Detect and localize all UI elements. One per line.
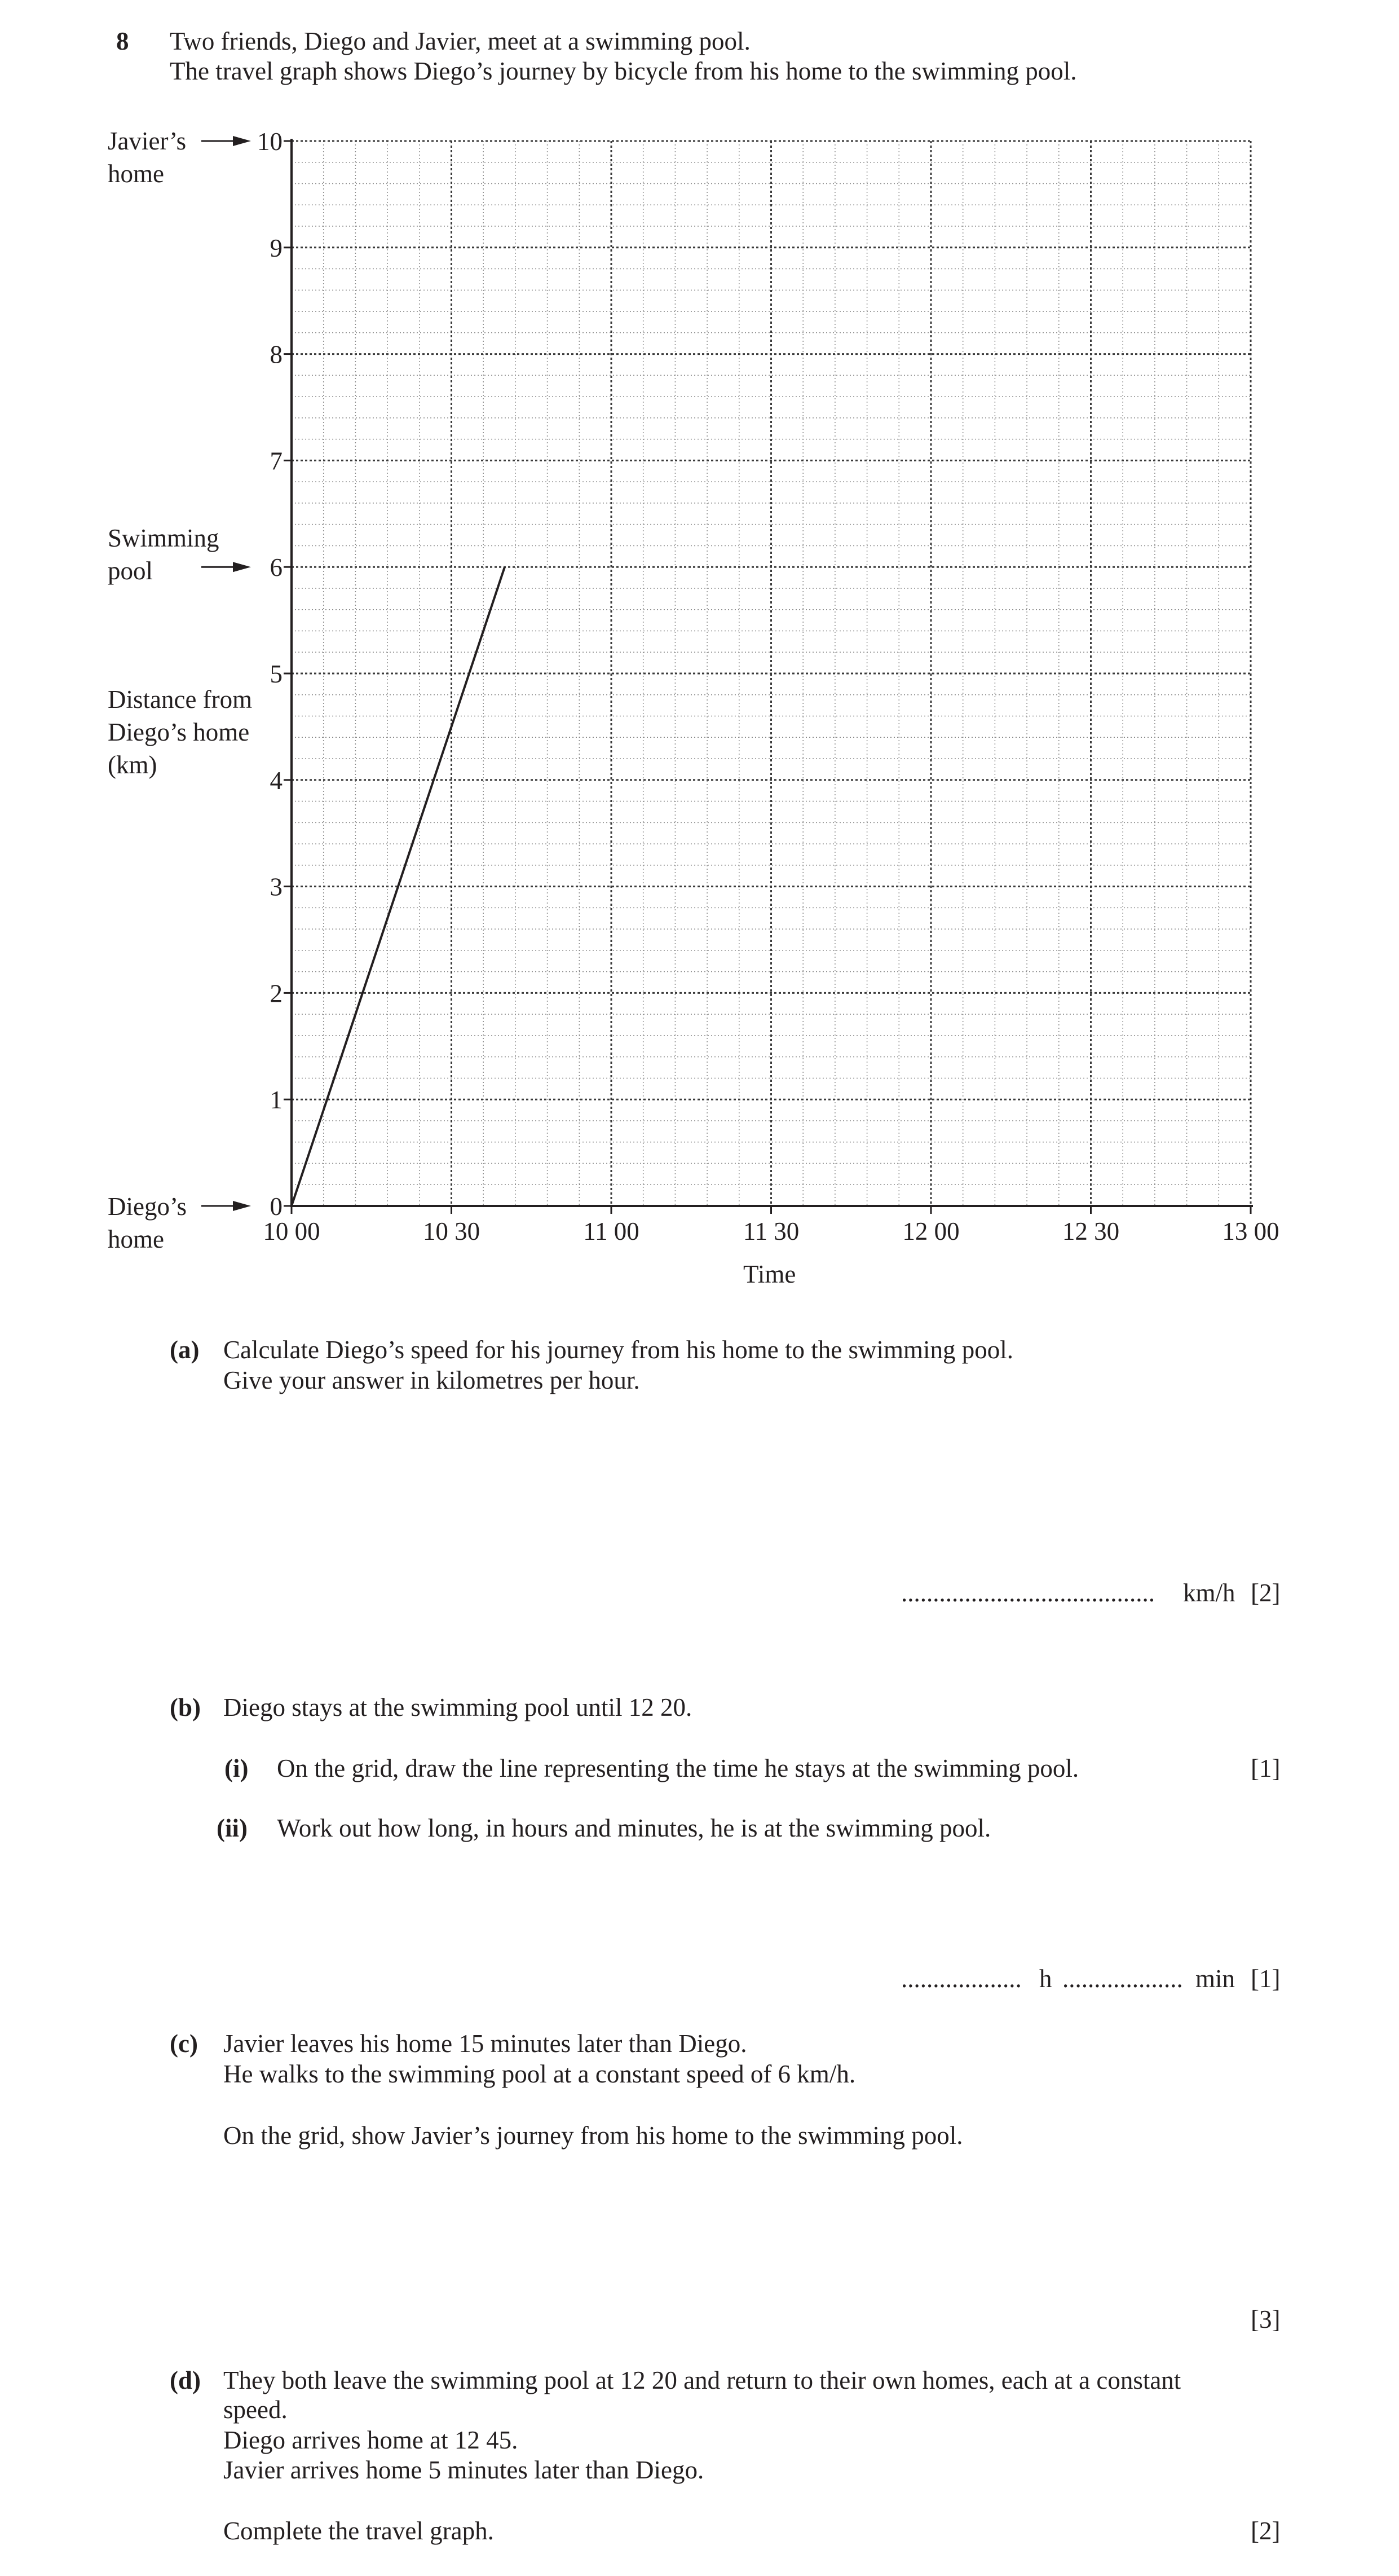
y-axis-label-line1: Distance from [108, 685, 253, 714]
major-grid [292, 141, 1251, 1206]
pool-label-line1: Swimming [108, 524, 219, 552]
diego-home-arrow-arrowhead-icon [233, 1201, 251, 1211]
part-d-line3: Diego arrives home at 12 45. [223, 2426, 518, 2454]
part-b-answer-hours[interactable]: ................... [901, 1965, 1022, 1993]
part-b-i-label: (i) [224, 1754, 249, 1782]
part-a-answer-line[interactable]: ........................................ [901, 1579, 1155, 1607]
part-b-ii-marks: [1] [1251, 1965, 1281, 1993]
y-tick-label: 2 [270, 979, 283, 1008]
y-axis-label-line2: Diego’s home [108, 718, 250, 746]
question-number: 8 [116, 27, 129, 55]
y-tick-label: 8 [270, 340, 283, 369]
part-b-ii-text: Work out how long, in hours and minutes, he is at the swimming pool. [277, 1814, 991, 1842]
part-b-label: (b) [170, 1693, 201, 1721]
x-tick-label: 12 00 [902, 1217, 960, 1245]
part-a-unit: km/h [1183, 1579, 1235, 1607]
intro-line-1: Two friends, Diego and Javier, meet at a swimming pool. [170, 27, 751, 55]
y-tick-label: 0 [270, 1192, 283, 1221]
part-b-text: Diego stays at the swimming pool until 12 20. [223, 1693, 692, 1721]
y-tick-label: 1 [270, 1086, 283, 1115]
part-c-label: (c) [170, 2029, 198, 2058]
javier-home-label-line1: Javier’s [108, 127, 187, 155]
part-d-marks: [2] [1251, 2517, 1281, 2545]
part-d-line5: Complete the travel graph. [223, 2517, 494, 2545]
part-b-ii-label: (ii) [217, 1814, 248, 1842]
y-tick-label: 4 [270, 766, 283, 795]
part-a-marks: [2] [1251, 1579, 1281, 1607]
part-b-answer-minutes[interactable]: ................... [1062, 1965, 1183, 1993]
y-tick-label: 10 [257, 127, 283, 156]
part-d-line2: speed. [223, 2396, 288, 2424]
part-b-i-marks: [1] [1251, 1754, 1281, 1782]
javier-home-arrow-arrowhead-icon [233, 136, 251, 146]
x-axis-label: Time [743, 1260, 796, 1288]
part-d-label: (d) [170, 2366, 201, 2394]
javier-home-label-line2: home [108, 160, 164, 188]
part-b-i-text: On the grid, draw the line representing the time he stays at the swimming pool. [277, 1754, 1079, 1782]
y-tick-label: 3 [270, 873, 283, 901]
part-b-hours-unit: h [1039, 1965, 1052, 1993]
part-c-line3: On the grid, show Javier’s journey from his home to the swimming pool. [223, 2121, 963, 2150]
x-tick-label: 13 00 [1222, 1217, 1279, 1245]
x-tick-label: 12 30 [1062, 1217, 1120, 1245]
part-a-line2: Give your answer in kilometres per hour. [223, 1366, 640, 1394]
part-b-minutes-unit: min [1195, 1965, 1235, 1993]
part-c-line2: He walks to the swimming pool at a constant speed of 6 km/h. [223, 2060, 856, 2088]
y-tick-label: 7 [270, 447, 283, 475]
y-tick-label: 9 [270, 234, 283, 262]
x-tick-label: 11 00 [583, 1217, 639, 1245]
part-a-line1: Calculate Diego’s speed for his journey from his home to the swimming pool. [223, 1336, 1014, 1364]
label-arrows [201, 136, 251, 1211]
y-axis-label-line3: (km) [108, 751, 157, 779]
y-tick-label: 6 [270, 553, 283, 582]
part-c-marks: [3] [1251, 2305, 1281, 2333]
part-c-line1: Javier leaves his home 15 minutes later than Diego. [223, 2029, 747, 2058]
x-tick-label: 11 30 [743, 1217, 800, 1245]
pool-label-line2: pool [108, 557, 153, 585]
x-tick-label: 10 30 [422, 1217, 480, 1245]
part-d-line1: They both leave the swimming pool at 12 20 and return to their own homes, each at a constant [223, 2366, 1181, 2394]
pool-arrow-arrowhead-icon [233, 562, 251, 572]
diego-home-label-line1: Diego’s [108, 1192, 187, 1221]
x-tick-label: 10 00 [263, 1217, 320, 1245]
diego-home-label-line2: home [108, 1225, 164, 1253]
y-tick-label: 5 [270, 660, 283, 688]
intro-line-2: The travel graph shows Diego’s journey by bicycle from his home to the swimming pool. [170, 57, 1077, 85]
part-a-label: (a) [170, 1336, 200, 1364]
part-d-line4: Javier arrives home 5 minutes later than Diego. [223, 2456, 704, 2484]
